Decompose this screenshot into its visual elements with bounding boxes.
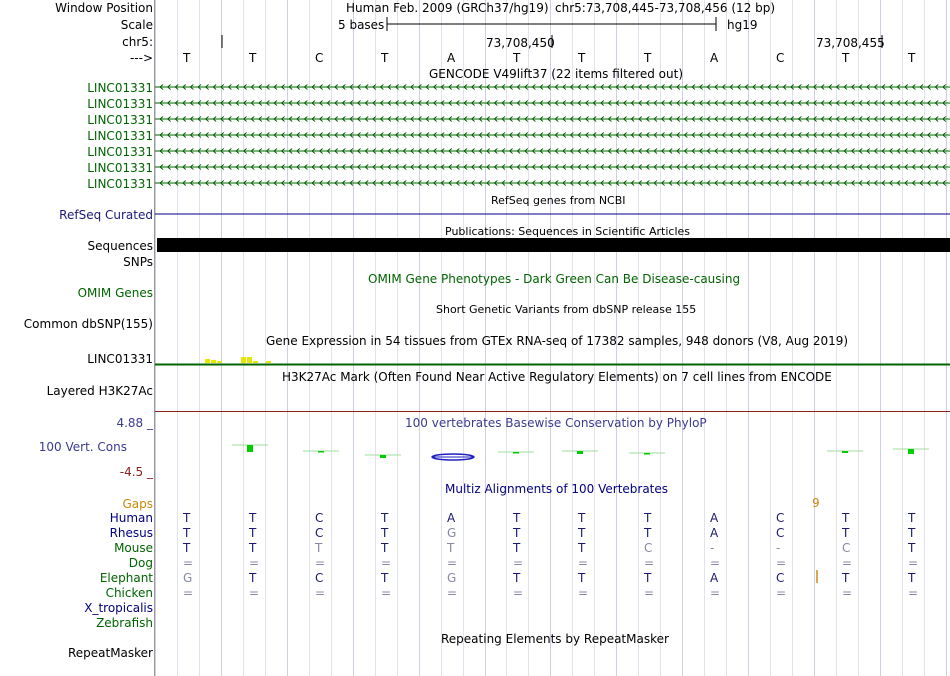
species-chicken[interactable]: Chicken <box>105 586 153 600</box>
alignment-base: T <box>842 511 850 525</box>
species-human[interactable]: Human <box>109 511 153 525</box>
species-rhesus[interactable]: Rhesus <box>109 526 153 540</box>
omim-label[interactable]: OMIM Genes <box>77 286 153 300</box>
cons-label[interactable]: 100 Vert. Cons <box>38 440 127 454</box>
species-mouse[interactable]: Mouse <box>114 541 153 555</box>
alignment-base: T <box>381 541 389 555</box>
alignment-base: C <box>842 541 851 555</box>
alignment-base: C <box>315 511 324 525</box>
cons-min-label: -4.5 _ <box>119 465 153 479</box>
gtex-bar <box>217 361 222 363</box>
alignment-base: G <box>183 571 193 585</box>
species-zebrafish[interactable]: Zebrafish <box>96 616 153 630</box>
phylop-bar <box>247 445 253 452</box>
alignment-base: T <box>381 511 389 525</box>
alignment-base: C <box>315 571 324 585</box>
alignment-base: T <box>842 571 850 585</box>
alignment-base: = <box>644 556 655 570</box>
gencode-track-title: GENCODE V49lift37 (22 items filtered out) <box>429 67 684 81</box>
gaps-label: Gaps <box>122 497 153 511</box>
alignment-base: - <box>776 541 781 555</box>
alignment-base: G <box>447 571 457 585</box>
alignment-base: = <box>710 586 721 600</box>
gtex-bar <box>205 359 210 363</box>
alignment-base: T <box>249 541 257 555</box>
alignment-base: A <box>710 526 719 540</box>
window-position-label: Window Position <box>55 1 153 15</box>
alignment-base: = <box>644 586 655 600</box>
species-dog[interactable]: Dog <box>128 556 153 570</box>
alignment-base: T <box>249 526 257 540</box>
refseq-track-title: RefSeq genes from NCBI <box>491 194 626 207</box>
phylop-track-title: 100 vertebrates Basewise Conservation by PhyloP <box>405 416 707 430</box>
alignment-base: = <box>842 556 853 570</box>
alignment-base: = <box>183 586 194 600</box>
alignment-base: = <box>578 586 589 600</box>
alignment-base: = <box>249 586 260 600</box>
phylop-bar <box>318 451 324 453</box>
base-letter: T <box>249 51 257 65</box>
gaps-value: 9 <box>812 496 820 510</box>
refseq-label[interactable]: RefSeq Curated <box>59 208 153 222</box>
alignment-base: T <box>513 526 521 540</box>
alignment-base: T <box>513 571 521 585</box>
base-letter: T <box>578 51 586 65</box>
sequences-label[interactable]: Sequences <box>87 239 153 253</box>
alignment-base: - <box>710 541 715 555</box>
base-letter: T <box>908 51 916 65</box>
alignment-base: T <box>249 511 257 525</box>
alignment-base: = <box>447 556 458 570</box>
coord-label-2: 73,708,455 <box>816 36 885 50</box>
alignment-base: = <box>447 586 458 600</box>
gtex-bar <box>253 361 258 363</box>
alignment-base: C <box>776 526 785 540</box>
alignment-base: = <box>776 586 787 600</box>
alignment-base: T <box>578 526 586 540</box>
scale-label: Scale <box>120 18 153 32</box>
alignment-base: = <box>513 586 524 600</box>
multiz-track-title: Multiz Alignments of 100 Vertebrates <box>445 482 669 496</box>
gtex-bar <box>211 360 216 363</box>
alignment-base: T <box>578 571 586 585</box>
alignment-base: = <box>842 586 853 600</box>
alignment-base: T <box>578 511 586 525</box>
repeatmasker-track-title: Repeating Elements by RepeatMasker <box>441 632 669 646</box>
gencode-label-1[interactable]: LINC01331 <box>87 81 153 95</box>
alignment-base: T <box>908 526 916 540</box>
gencode-label-2[interactable]: LINC01331 <box>87 97 153 111</box>
alignment-base: T <box>315 541 323 555</box>
alignment-base: C <box>776 571 785 585</box>
alignment-base: T <box>183 526 191 540</box>
base-letter: A <box>710 51 719 65</box>
phylop-bar <box>380 455 386 458</box>
alignment-base: T <box>183 541 191 555</box>
alignment-base: T <box>644 526 652 540</box>
coord-label-1: 73,708,450 <box>486 36 555 50</box>
alignment-base: = <box>710 556 721 570</box>
phylop-bar <box>513 452 519 454</box>
alignment-base: = <box>578 556 589 570</box>
alignment-base: T <box>183 511 191 525</box>
gencode-label-4[interactable]: LINC01331 <box>87 129 153 143</box>
alignment-base: = <box>315 556 326 570</box>
alignment-base: A <box>710 511 719 525</box>
alignment-base: T <box>381 571 389 585</box>
alignment-base: = <box>776 556 787 570</box>
gtex-gene-label[interactable]: LINC01331 <box>87 352 153 366</box>
gtex-bar <box>247 357 252 363</box>
species-x-tropicalis[interactable]: X_tropicalis <box>84 601 153 615</box>
alignment-base: = <box>381 586 392 600</box>
position-title: chr5:73,708,445-73,708,456 (12 bp) <box>555 1 776 15</box>
alignment-base: C <box>776 511 785 525</box>
base-letter: T <box>644 51 652 65</box>
gencode-label-3[interactable]: LINC01331 <box>87 113 153 127</box>
gtex-track-title: Gene Expression in 54 tissues from GTEx RNA-seq of 17382 samples, 948 donors (V8, Aug 2019) <box>266 334 849 348</box>
publications-bar <box>157 238 950 252</box>
cons-max-label: 4.88 _ <box>116 416 153 430</box>
gencode-label-7[interactable]: LINC01331 <box>87 177 153 191</box>
scale-text: 5 bases <box>338 18 385 32</box>
strand-arrow-label: ---> <box>129 51 153 65</box>
base-letter: C <box>315 51 324 65</box>
alignment-base: T <box>249 571 257 585</box>
alignment-base: = <box>249 556 260 570</box>
gtex-bar <box>241 357 246 363</box>
base-letter: T <box>381 51 389 65</box>
dbsnp-track-title: Short Genetic Variants from dbSNP release 155 <box>436 303 697 316</box>
dbsnp-label[interactable]: Common dbSNP(155) <box>23 317 153 331</box>
species-elephant[interactable]: Elephant <box>99 571 153 585</box>
chr-label: chr5: <box>122 35 153 49</box>
base-letter: A <box>447 51 456 65</box>
alignment-base: C <box>315 526 324 540</box>
publications-track-title: Publications: Sequences in Scientific Articles <box>445 225 690 238</box>
base-letter: T <box>513 51 521 65</box>
alignment-base: T <box>908 541 916 555</box>
base-letter: T <box>183 51 191 65</box>
phylop-bar <box>644 453 650 455</box>
alignment-base: T <box>381 526 389 540</box>
alignment-base: T <box>908 511 916 525</box>
alignment-base: A <box>447 511 456 525</box>
alignment-base: = <box>381 556 392 570</box>
repeatmasker-label[interactable]: RepeatMasker <box>67 646 153 660</box>
phylop-bar <box>908 449 914 454</box>
gencode-label-5[interactable]: LINC01331 <box>87 145 153 159</box>
alignment-base: T <box>447 541 455 555</box>
alignment-base: C <box>644 541 653 555</box>
alignment-base: T <box>578 541 586 555</box>
alignment-base: T <box>842 526 850 540</box>
phylop-bar <box>842 451 848 453</box>
alignment-base: = <box>908 586 919 600</box>
alignment-base: T <box>513 541 521 555</box>
alignment-base: = <box>908 556 919 570</box>
alignment-base: = <box>513 556 524 570</box>
base-letter: T <box>842 51 850 65</box>
base-letter: C <box>776 51 785 65</box>
alignment-base: G <box>447 526 457 540</box>
alignment-base: T <box>908 571 916 585</box>
gtex-bar <box>266 361 271 363</box>
alignment-base: = <box>183 556 194 570</box>
gencode-label-6[interactable]: LINC01331 <box>87 161 153 175</box>
alignment-base: = <box>315 586 326 600</box>
alignment-base: T <box>644 511 652 525</box>
snps-label[interactable]: SNPs <box>123 255 153 269</box>
assembly-title: Human Feb. 2009 (GRCh37/hg19) <box>346 1 549 15</box>
alignment-base: T <box>513 511 521 525</box>
h3k27ac-label[interactable]: Layered H3K27Ac <box>46 384 153 398</box>
scale-db: hg19 <box>727 18 758 32</box>
omim-track-title: OMIM Gene Phenotypes - Dark Green Can Be Disease-causing <box>368 272 741 286</box>
alignment-base: T <box>644 571 652 585</box>
phylop-bar <box>577 451 583 454</box>
alignment-base: A <box>710 571 719 585</box>
h3k27ac-track-title: H3K27Ac Mark (Often Found Near Active Regulatory Elements) on 7 cell lines from ENCODE <box>282 370 832 384</box>
